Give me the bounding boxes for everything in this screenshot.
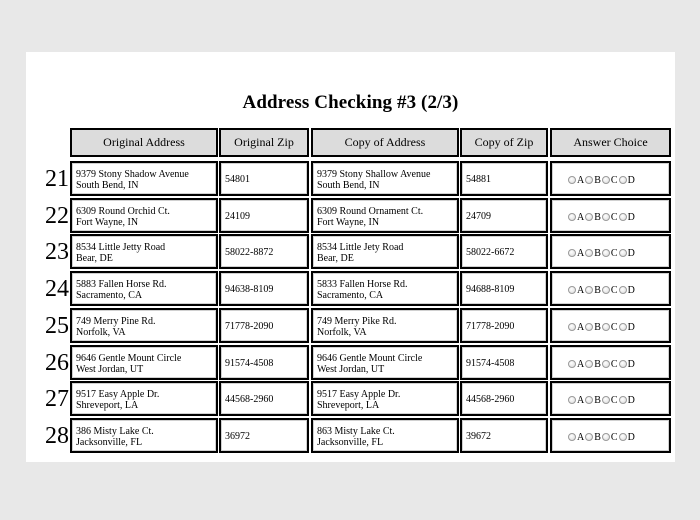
- table-row: [26, 198, 675, 233]
- answer-option-b[interactable]: [585, 248, 601, 259]
- radio-b-icon[interactable]: [585, 396, 593, 404]
- answer-option-a[interactable]: [568, 432, 584, 443]
- option-label-d: D: [627, 285, 635, 296]
- copy-address-cell: [311, 308, 459, 343]
- address-line: 8534 Little Jety Road: [317, 242, 404, 253]
- radio-a-icon[interactable]: [568, 360, 576, 368]
- answer-option-b[interactable]: [585, 359, 601, 370]
- question-number: 23: [45, 239, 69, 265]
- radio-d-icon[interactable]: [619, 323, 627, 331]
- original-address-cell: [70, 418, 218, 453]
- option-label-c: C: [610, 359, 618, 370]
- city-state-line: Fort Wayne, IN: [317, 217, 380, 228]
- address-line: 6309 Round Ornament Ct.: [317, 206, 424, 217]
- copy-zip-cell: 39672: [460, 418, 548, 453]
- original-zip-cell: 44568-2960: [219, 381, 309, 416]
- table-row: [26, 308, 675, 343]
- radio-a-icon[interactable]: [568, 323, 576, 331]
- original-zip-cell: 24109: [219, 198, 309, 233]
- city-state-line: West Jordan, UT: [317, 364, 385, 375]
- address-line: 9379 Stony Shadow Avenue: [76, 169, 189, 180]
- option-label-b: B: [594, 248, 601, 259]
- city-state-line: West Jordan, UT: [76, 364, 144, 375]
- radio-c-icon[interactable]: [602, 176, 610, 184]
- radio-a-icon[interactable]: [568, 213, 576, 221]
- city-state-line: Bear, DE: [76, 253, 113, 264]
- answer-choice-cell: [550, 345, 671, 380]
- city-state-line: Jacksonville, FL: [317, 437, 384, 448]
- radio-d-icon[interactable]: [619, 213, 627, 221]
- copy-zip-cell: 44568-2960: [460, 381, 548, 416]
- option-label-b: B: [594, 395, 601, 406]
- address-line: 5833 Fallen Horse Rd.: [317, 279, 408, 290]
- option-label-c: C: [610, 212, 618, 223]
- answer-option-a[interactable]: [568, 212, 584, 223]
- answer-choice-cell: [550, 308, 671, 343]
- question-number: 26: [45, 350, 69, 376]
- city-state-line: Sacramento, CA: [76, 290, 143, 301]
- radio-d-icon[interactable]: [619, 360, 627, 368]
- address-line: 749 Merry Pine Rd.: [76, 316, 156, 327]
- answer-choice-cell: [550, 161, 671, 196]
- radio-c-icon[interactable]: [602, 213, 610, 221]
- radio-b-icon[interactable]: [585, 360, 593, 368]
- radio-b-icon[interactable]: [585, 213, 593, 221]
- answer-choice-cell: [550, 418, 671, 453]
- answer-option-b[interactable]: [585, 395, 601, 406]
- option-label-d: D: [627, 432, 635, 443]
- answer-option-c[interactable]: [602, 175, 618, 186]
- question-number: 27: [45, 386, 69, 412]
- option-label-d: D: [627, 322, 635, 333]
- answer-option-a[interactable]: [568, 285, 584, 296]
- radio-c-icon[interactable]: [602, 396, 610, 404]
- original-address-cell: [70, 198, 218, 233]
- original-address-cell: [70, 345, 218, 380]
- answer-option-b[interactable]: [585, 322, 601, 333]
- header-copy-of-zip: Copy of Zip: [460, 128, 548, 157]
- table-row: [26, 161, 675, 196]
- address-line: 8534 Little Jetty Road: [76, 242, 166, 253]
- radio-a-icon[interactable]: [568, 396, 576, 404]
- option-label-c: C: [610, 248, 618, 259]
- option-label-c: C: [610, 175, 618, 186]
- copy-address-cell: [311, 271, 459, 306]
- radio-d-icon[interactable]: [619, 249, 627, 257]
- radio-b-icon[interactable]: [585, 433, 593, 441]
- address-line: 6309 Round Orchid Ct.: [76, 206, 170, 217]
- copy-address-cell: [311, 345, 459, 380]
- city-state-line: South Bend, IN: [76, 180, 139, 191]
- option-label-c: C: [610, 432, 618, 443]
- question-number: 22: [45, 203, 69, 229]
- question-number: 24: [45, 276, 69, 302]
- question-number: 21: [45, 166, 69, 192]
- answer-option-c[interactable]: [602, 359, 618, 370]
- answer-option-a[interactable]: [568, 359, 584, 370]
- copy-zip-cell: 94688-8109: [460, 271, 548, 306]
- radio-a-icon[interactable]: [568, 286, 576, 294]
- original-address-cell: [70, 271, 218, 306]
- table-row: [26, 345, 675, 380]
- option-label-d: D: [627, 248, 635, 259]
- city-state-line: Sacramento, CA: [317, 290, 384, 301]
- original-address-cell: [70, 234, 218, 269]
- answer-option-b[interactable]: [585, 432, 601, 443]
- radio-a-icon[interactable]: [568, 433, 576, 441]
- answer-choice-cell: [550, 271, 671, 306]
- answer-option-a[interactable]: [568, 175, 584, 186]
- option-label-a: A: [577, 432, 585, 443]
- radio-c-icon[interactable]: [602, 323, 610, 331]
- answer-option-c[interactable]: [602, 432, 618, 443]
- address-line: 863 Misty Lake Ct.: [317, 426, 395, 437]
- answer-option-c[interactable]: [602, 395, 618, 406]
- option-label-a: A: [577, 359, 585, 370]
- copy-zip-cell: 54881: [460, 161, 548, 196]
- copy-zip-cell: 58022-6672: [460, 234, 548, 269]
- option-label-b: B: [594, 359, 601, 370]
- header-original-zip: Original Zip: [219, 128, 309, 157]
- answer-choice-cell: [550, 198, 671, 233]
- question-number: 25: [45, 313, 69, 339]
- address-line: 9517 Easy Apple Dr.: [76, 389, 160, 400]
- option-label-c: C: [610, 322, 618, 333]
- original-zip-cell: 54801: [219, 161, 309, 196]
- city-state-line: South Bend, IN: [317, 180, 380, 191]
- table-row: [26, 418, 675, 453]
- city-state-line: Norfolk, VA: [76, 327, 126, 338]
- answer-option-d[interactable]: [619, 285, 635, 296]
- original-zip-cell: 91574-4508: [219, 345, 309, 380]
- option-label-b: B: [594, 212, 601, 223]
- answer-option-b[interactable]: [585, 285, 601, 296]
- answer-option-c[interactable]: [602, 322, 618, 333]
- radio-c-icon[interactable]: [602, 433, 610, 441]
- answer-option-c[interactable]: [602, 285, 618, 296]
- answer-option-b[interactable]: [585, 175, 601, 186]
- answer-option-d[interactable]: [619, 212, 635, 223]
- option-label-b: B: [594, 322, 601, 333]
- original-zip-cell: 94638-8109: [219, 271, 309, 306]
- table-header: [26, 128, 675, 157]
- radio-d-icon[interactable]: [619, 396, 627, 404]
- table-row: [26, 234, 675, 269]
- copy-address-cell: [311, 418, 459, 453]
- original-address-cell: [70, 161, 218, 196]
- option-label-a: A: [577, 395, 585, 406]
- original-zip-cell: 58022-8872: [219, 234, 309, 269]
- answer-choice-cell: [550, 234, 671, 269]
- answer-option-d[interactable]: [619, 395, 635, 406]
- original-address-cell: [70, 308, 218, 343]
- worksheet: [26, 52, 675, 462]
- answer-option-d[interactable]: [619, 175, 635, 186]
- original-zip-cell: 71778-2090: [219, 308, 309, 343]
- answer-option-c[interactable]: [602, 248, 618, 259]
- radio-c-icon[interactable]: [602, 286, 610, 294]
- copy-address-cell: [311, 234, 459, 269]
- city-state-line: Bear, DE: [317, 253, 354, 264]
- option-label-a: A: [577, 248, 585, 259]
- address-line: 5883 Fallen Horse Rd.: [76, 279, 167, 290]
- address-line: 9517 Easy Apple Dr.: [317, 389, 401, 400]
- address-line: 749 Merry Pike Rd.: [317, 316, 397, 327]
- copy-zip-cell: 91574-4508: [460, 345, 548, 380]
- city-state-line: Shreveport, LA: [76, 400, 139, 411]
- radio-b-icon[interactable]: [585, 176, 593, 184]
- copy-address-cell: [311, 381, 459, 416]
- answer-option-a[interactable]: [568, 322, 584, 333]
- address-line: 9646 Gentle Mount Circle: [76, 353, 182, 364]
- radio-d-icon[interactable]: [619, 286, 627, 294]
- copy-zip-cell: 71778-2090: [460, 308, 548, 343]
- option-label-b: B: [594, 175, 601, 186]
- address-line: 9379 Stony Shallow Avenue: [317, 169, 431, 180]
- original-address-cell: [70, 381, 218, 416]
- option-label-a: A: [577, 322, 585, 333]
- option-label-a: A: [577, 175, 585, 186]
- question-number: 28: [45, 423, 69, 449]
- answer-option-b[interactable]: [585, 212, 601, 223]
- answer-option-d[interactable]: [619, 359, 635, 370]
- radio-c-icon[interactable]: [602, 249, 610, 257]
- original-zip-cell: 36972: [219, 418, 309, 453]
- header-copy-of-address: Copy of Address: [311, 128, 459, 157]
- address-line: 9646 Gentle Mount Circle: [317, 353, 423, 364]
- option-label-b: B: [594, 285, 601, 296]
- radio-c-icon[interactable]: [602, 360, 610, 368]
- radio-b-icon[interactable]: [585, 249, 593, 257]
- option-label-d: D: [627, 359, 635, 370]
- option-label-a: A: [577, 285, 585, 296]
- option-label-c: C: [610, 285, 618, 296]
- option-label-b: B: [594, 432, 601, 443]
- page-title: Address Checking #3 (2/3): [242, 92, 459, 113]
- option-label-d: D: [627, 212, 635, 223]
- radio-d-icon[interactable]: [619, 433, 627, 441]
- city-state-line: Shreveport, LA: [317, 400, 380, 411]
- table-row: [26, 271, 675, 306]
- answer-option-d[interactable]: [619, 432, 635, 443]
- option-label-c: C: [610, 395, 618, 406]
- option-label-a: A: [577, 212, 585, 223]
- radio-a-icon[interactable]: [568, 249, 576, 257]
- city-state-line: Fort Wayne, IN: [76, 217, 139, 228]
- copy-zip-cell: 24709: [460, 198, 548, 233]
- radio-a-icon[interactable]: [568, 176, 576, 184]
- answer-option-a[interactable]: [568, 248, 584, 259]
- address-line: 386 Misty Lake Ct.: [76, 426, 154, 437]
- answer-choice-cell: [550, 381, 671, 416]
- city-state-line: Jacksonville, FL: [76, 437, 143, 448]
- copy-address-cell: [311, 198, 459, 233]
- header-original-address: Original Address: [70, 128, 218, 157]
- answer-option-c[interactable]: [602, 212, 618, 223]
- answer-option-d[interactable]: [619, 322, 635, 333]
- header-answer-choice: Answer Choice: [550, 128, 671, 157]
- city-state-line: Norfolk, VA: [317, 327, 367, 338]
- radio-b-icon[interactable]: [585, 323, 593, 331]
- answer-option-a[interactable]: [568, 395, 584, 406]
- option-label-d: D: [627, 395, 635, 406]
- table-row: [26, 381, 675, 416]
- option-label-d: D: [627, 175, 635, 186]
- radio-d-icon[interactable]: [619, 176, 627, 184]
- answer-option-d[interactable]: [619, 248, 635, 259]
- radio-b-icon[interactable]: [585, 286, 593, 294]
- copy-address-cell: [311, 161, 459, 196]
